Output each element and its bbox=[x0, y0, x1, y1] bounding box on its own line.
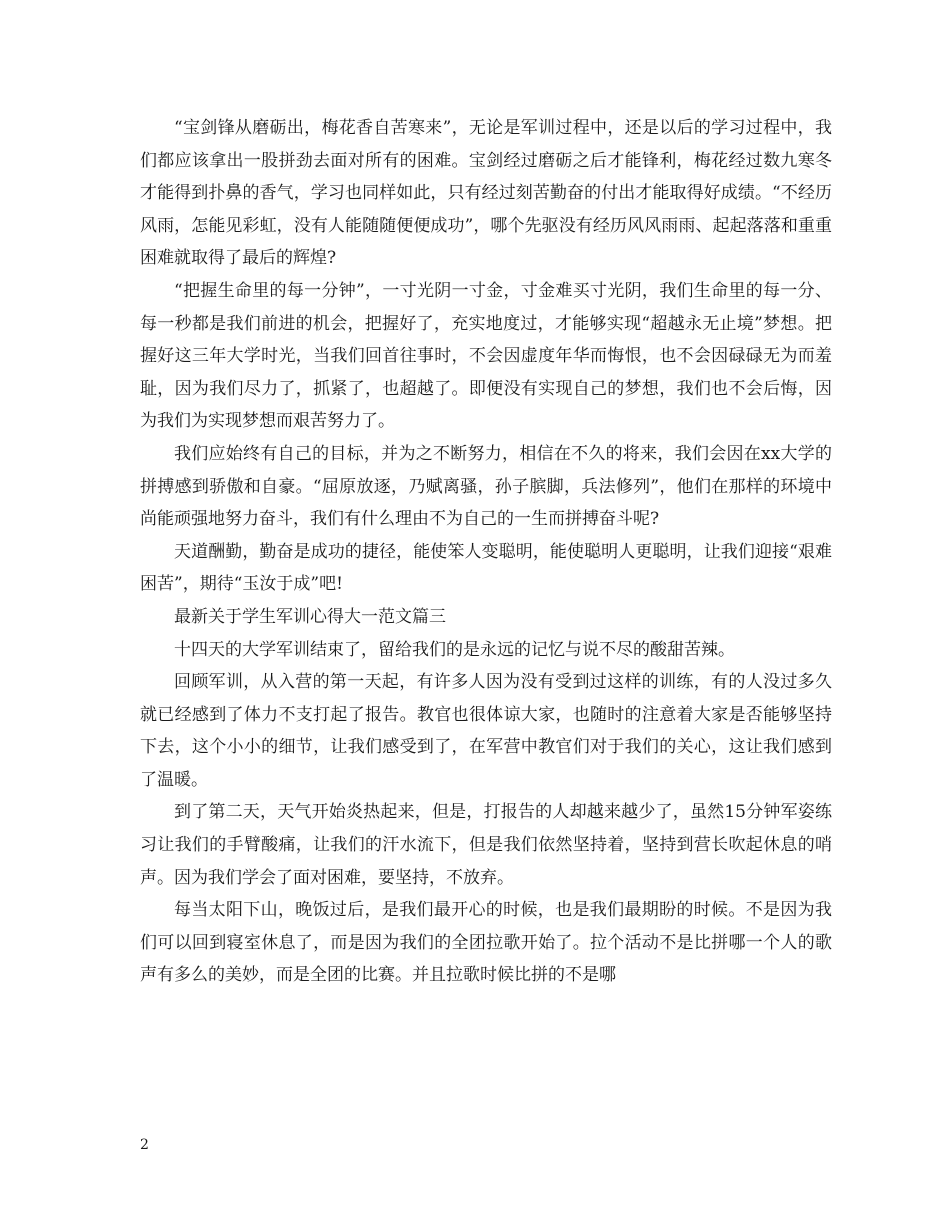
paragraph-recall-training: 回顾军训，从入营的第一天起，有许多人因为没有受到过这样的训练，有的人没过多久就已经感到了体力不支打起了报告。教官也很体谅大家，也随时的注意着大家是否能够坚持下去，这个小小的细节，让我们感受到了，在军营中教官们对于我们的关心，这让我们感到了温暖。 bbox=[140, 672, 832, 790]
paragraph-seize-every-minute: “把握生命里的每一分钟”，一寸光阴一寸金，寸金难买寸光阴，我们生命里的每一分、每一秒都是我们前进的机会，把握好了，充实地度过，才能够实现“超越永无止境”梦想。把握好这三年大学时光，当我们回首往事时，不会因虚度年华而悔恨，也不会因碌碌无为而羞耻，因为我们尽力了，抓紧了，也超越了。即便没有实现自己的梦想，我们也不会后悔，因为我们为实现梦想而艰苦努力了。 bbox=[140, 280, 832, 432]
page-number: 2 bbox=[140, 1137, 149, 1153]
section-heading: 最新关于学生军训心得大一范文篇三 bbox=[174, 606, 446, 627]
paragraph-training-ended: 十四天的大学军训结束了，留给我们的是永远的记忆与说不尽的酸甜苦辣。 bbox=[174, 639, 735, 660]
paragraph-diligence: 天道酬勤，勤奋是成功的捷径，能使笨人变聪明，能使聪明人更聪明，让我们迎接“艰难困苦”，期待“玉汝于成”吧! bbox=[140, 541, 832, 595]
paragraph-sword-plum: “宝剑锋从磨砺出，梅花香自苦寒来”，无论是军训过程中，还是以后的学习过程中，我们都应该拿出一股拼劲去面对所有的困难。宝剑经过磨砺之后才能锋利，梅花经过数九寒冬才能得到扑鼻的香气，学习也同样如此，只有经过刻苦勤奋的付出才能取得好成绩。“不经历风雨，怎能见彩虹，没有人能随随便便成功”，哪个先驱没有经历风风雨雨、起起落落和重重困难就取得了最后的辉煌? bbox=[140, 118, 832, 269]
paragraph-own-goals: 我们应始终有自己的目标，并为之不断努力，相信在不久的将来，我们会因在xx大学的拼搏感到骄傲和自豪。“屈原放逐，乃赋离骚，孙子膑脚，兵法修列”，他们在那样的环境中尚能顽强地努力奋斗，我们有什么理由不为自己的一生而拼搏奋斗呢? bbox=[140, 443, 832, 530]
paragraph-second-day: 到了第二天，天气开始炎热起来，但是，打报告的人却越来越少了，虽然15分钟军姿练习让我们的手臂酸痛，让我们的汗水流下，但是我们依然坚持着，坚持到营长吹起休息的哨声。因为我们学会了面对困难，要坚持，不放弃。 bbox=[140, 802, 832, 888]
document-body bbox=[140, 112, 832, 992]
paragraph-singing-contest: 每当太阳下山，晚饭过后，是我们最开心的时候，也是我们最期盼的时候。不是因为我们可以回到寝室休息了，而是因为我们的全团拉歌开始了。拉个活动不是比拼哪一个人的歌声有多么的美妙，而是全团的比赛。并且拉歌时候比拼的不是哪 bbox=[140, 900, 832, 986]
